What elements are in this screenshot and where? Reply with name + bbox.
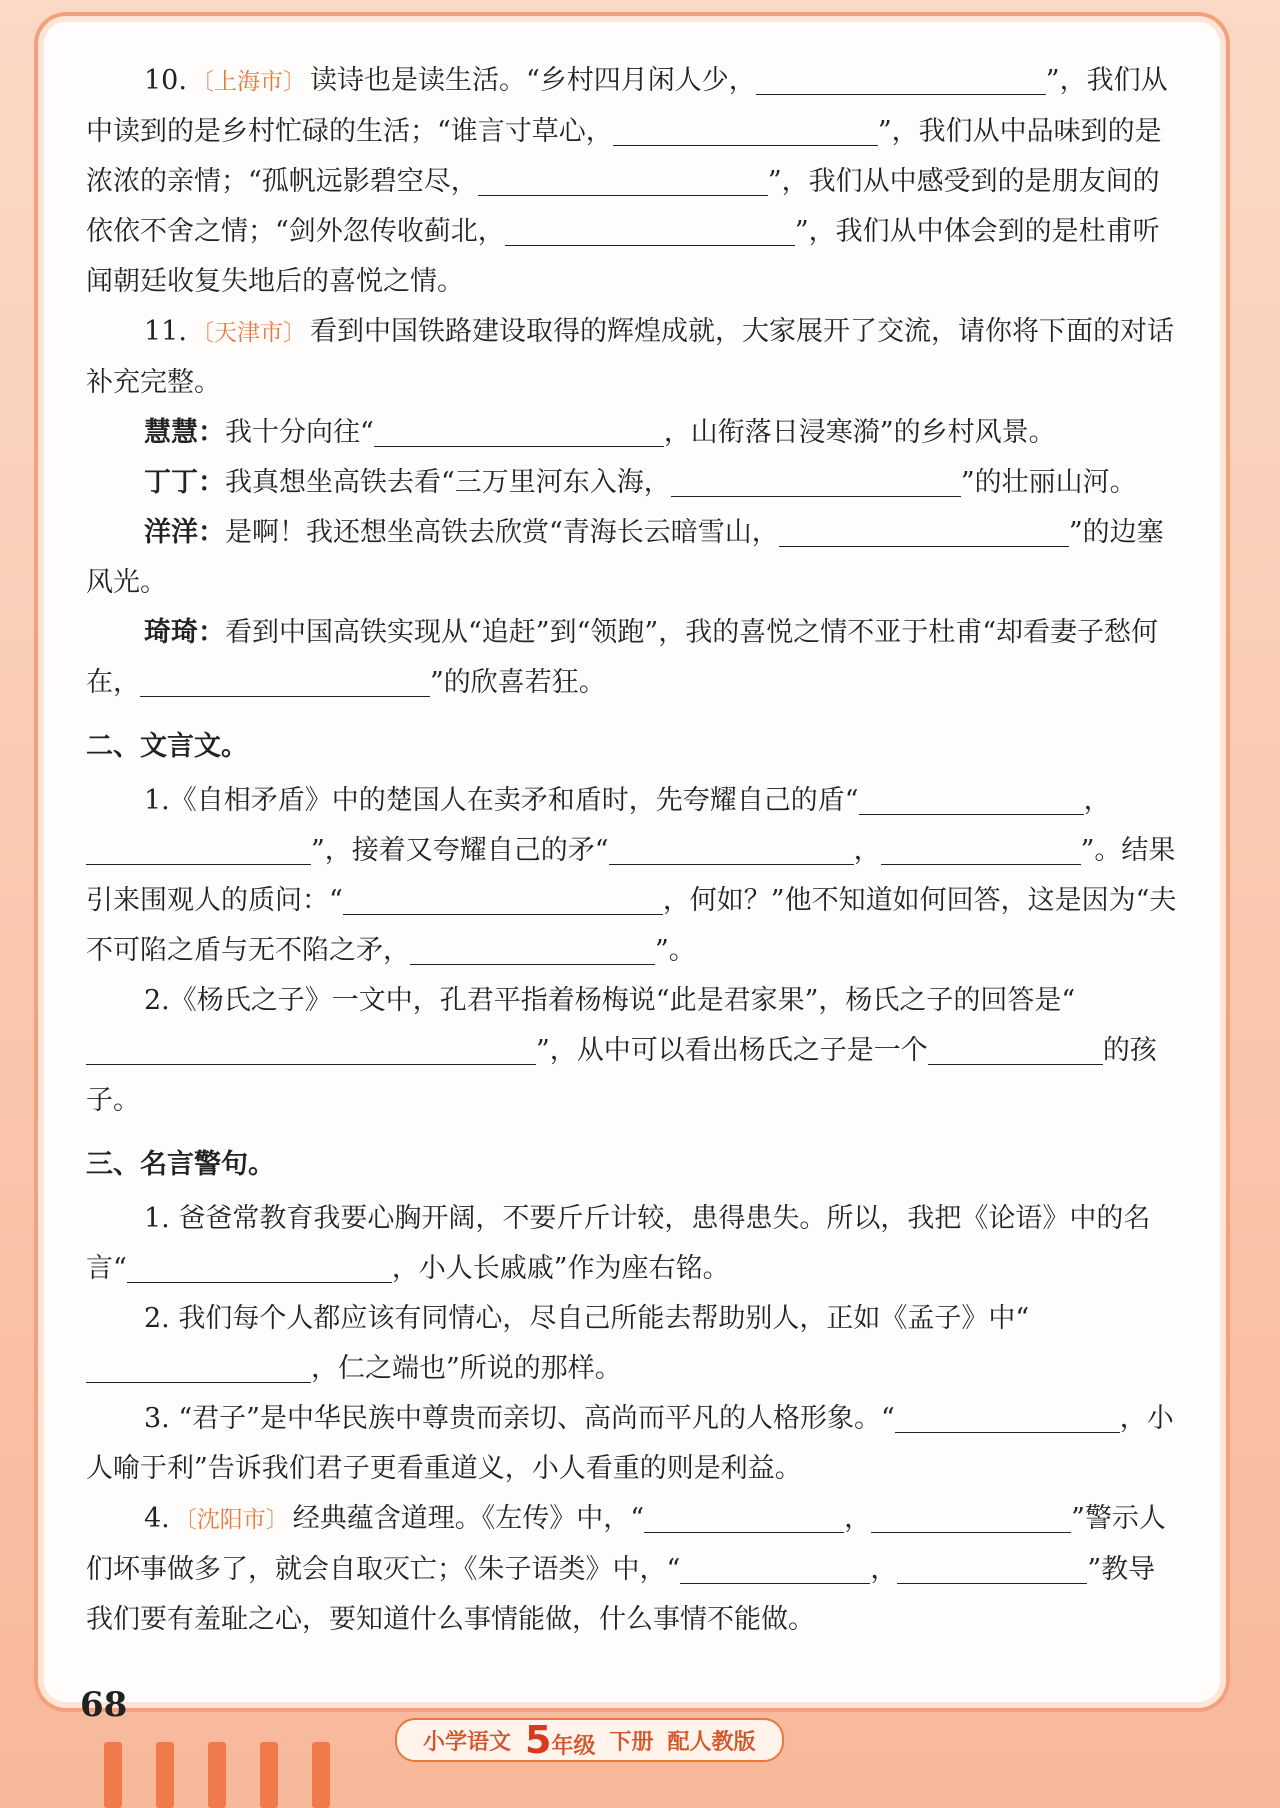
- question-text: 3. “君子”是中华民族中尊贵而亲切、高尚而平凡的人格形象。“: [144, 1403, 895, 1434]
- question-number: 4.: [144, 1503, 170, 1534]
- question-text: 看到中国铁路建设取得的辉煌成就，大家展开了交流，请你将下面的对话补充完整。: [86, 316, 1174, 398]
- question-text: ，小人长戚戚”作为座右铭。: [391, 1253, 730, 1284]
- question-text: 经典蕴含道理。《左传》中，“: [292, 1503, 645, 1534]
- question-text: 我十分向往“: [225, 417, 374, 448]
- question-text: ”的边塞风光。: [86, 517, 1164, 598]
- answer-blank[interactable]: [127, 1248, 392, 1283]
- question-text: ”的壮丽山河。: [960, 467, 1137, 498]
- speaker-name: 慧慧：: [144, 417, 225, 448]
- question-10: [86, 56, 1182, 307]
- region-tag: 〔沈阳市〕: [173, 1507, 289, 1533]
- footer-grade-suffix: 年级: [551, 1734, 596, 1759]
- book-label: [395, 1718, 784, 1762]
- dialogue-qiqi: [86, 608, 1182, 708]
- answer-blank[interactable]: [343, 880, 663, 915]
- section3-question-2: [86, 1294, 1182, 1394]
- region-tag: 〔天津市〕: [190, 320, 306, 346]
- answer-blank[interactable]: [410, 930, 655, 965]
- answer-blank[interactable]: [86, 1030, 536, 1065]
- section3-question-3: [86, 1394, 1182, 1494]
- question-number: 11.: [144, 316, 187, 347]
- section3-question-4: [86, 1494, 1182, 1645]
- answer-blank[interactable]: [756, 60, 1046, 95]
- question-text: ，山衔落日浸寒漪”的乡村风景。: [663, 417, 1056, 448]
- question-text: ”，从中可以看出杨氏之子是一个: [536, 1035, 928, 1066]
- section2-question-1: [86, 776, 1182, 976]
- question-text: 读诗也是读生活。“乡村四月闲人少，: [309, 65, 756, 96]
- decor-bar: [156, 1742, 174, 1808]
- answer-blank[interactable]: [671, 462, 961, 497]
- question-text: 1.《自相矛盾》中的楚国人在卖矛和盾时，先夸耀自己的盾“: [144, 785, 859, 816]
- question-text: ，小人喻于利”告诉我们君子更看重道义，小人看重的则是利益。: [86, 1403, 1174, 1484]
- decor-bar: [208, 1742, 226, 1808]
- speaker-name: 丁丁：: [144, 467, 225, 498]
- worksheet-content: [86, 56, 1182, 1645]
- answer-blank[interactable]: [478, 161, 768, 196]
- question-text: 的孩子。: [86, 1035, 1157, 1116]
- decor-bar: [260, 1742, 278, 1808]
- decor-bar: [104, 1742, 122, 1808]
- answer-blank[interactable]: [86, 830, 311, 865]
- answer-blank[interactable]: [897, 1549, 1087, 1584]
- decor-bar: [312, 1742, 330, 1808]
- dialogue-huihui: [86, 408, 1182, 458]
- dialogue-dingding: [86, 458, 1182, 508]
- question-text: ，仁之端也”所说的那样。: [311, 1353, 622, 1384]
- answer-blank[interactable]: [680, 1549, 870, 1584]
- section-title-2: 二、文言文。: [86, 731, 248, 762]
- question-text: ”，我们从中体会到的是杜甫听闻朝廷收复失地后的喜悦之情。: [86, 216, 1160, 297]
- question-text: ”，我们从中品味到的是浓浓的亲情；“孤帆远影碧空尽，: [86, 116, 1162, 197]
- page-number: 68: [80, 1685, 128, 1725]
- footer-volume: 下册: [609, 1729, 654, 1755]
- answer-blank[interactable]: [374, 412, 664, 447]
- question-text: ，: [844, 1503, 872, 1534]
- speaker-name: 洋洋：: [144, 517, 225, 548]
- question-text: 1. 爸爸常教育我要心胸开阔，不要斤斤计较，患得患失。所以，我把《论语》中的名言“: [86, 1203, 1151, 1284]
- answer-blank[interactable]: [871, 1498, 1071, 1533]
- question-11: [86, 307, 1182, 408]
- question-text: ”。: [655, 935, 696, 966]
- footer-grade-number: 5: [525, 1718, 552, 1762]
- region-tag: 〔上海市〕: [190, 69, 306, 95]
- answer-blank[interactable]: [609, 830, 854, 865]
- answer-blank[interactable]: [140, 662, 430, 697]
- section2-question-2: [86, 976, 1182, 1126]
- question-text: ”的欣喜若狂。: [430, 667, 606, 698]
- answer-blank[interactable]: [779, 512, 1069, 547]
- answer-blank[interactable]: [505, 211, 795, 246]
- section-title-3: 三、名言警句。: [86, 1149, 275, 1180]
- decorative-bars: [104, 1742, 330, 1808]
- question-number: 10.: [144, 65, 187, 96]
- answer-blank[interactable]: [895, 1398, 1120, 1433]
- answer-blank[interactable]: [881, 830, 1081, 865]
- question-text: 是啊！我还想坐高铁去欣赏“青海长云暗雪山，: [225, 517, 779, 548]
- answer-blank[interactable]: [86, 1348, 311, 1383]
- footer-subject: 小学语文: [423, 1729, 512, 1755]
- dialogue-yangyang: [86, 508, 1182, 608]
- question-text: ”，我们从中读到的是乡村忙碌的生活；“谁言寸草心，: [86, 65, 1168, 147]
- question-text: 看到中国高铁实现从“追赶”到“领跑”，我的喜悦之情不亚于杜甫“却看妻子愁何在，: [86, 617, 1159, 698]
- answer-blank[interactable]: [644, 1498, 844, 1533]
- question-text: ，: [870, 1554, 898, 1585]
- question-text: 我真想坐高铁去看“三万里河东入海，: [225, 467, 671, 498]
- footer-edition: 配人教版: [667, 1729, 756, 1755]
- answer-blank[interactable]: [928, 1030, 1103, 1065]
- question-text: 2.《杨氏之子》一文中，孔君平指着杨梅说“此是君家果”，杨氏之子的回答是“: [144, 985, 1076, 1016]
- speaker-name: 琦琦：: [144, 617, 225, 648]
- question-text: ”，接着又夸耀自己的矛“: [311, 835, 609, 866]
- question-text: ，: [1083, 785, 1111, 816]
- question-text: ”警示人们坏事做多了，就会自取灭亡；《朱子语类》中，“: [86, 1503, 1166, 1585]
- question-text: ，: [853, 835, 881, 866]
- question-text: ”教导我们要有羞耻之心，要知道什么事情能做，什么事情不能做。: [86, 1554, 1156, 1635]
- answer-blank[interactable]: [613, 111, 878, 146]
- question-text: 2. 我们每个人都应该有同情心，尽自己所能去帮助别人，正如《孟子》中“: [144, 1303, 1030, 1334]
- question-text: ，何如？”他不知道如何回答，这是因为“夫不可陷之盾与无不陷之矛，: [86, 885, 1177, 966]
- section3-question-1: [86, 1194, 1182, 1294]
- answer-blank[interactable]: [859, 780, 1084, 815]
- question-text: ”。结果引来围观人的质问：“: [86, 835, 1176, 916]
- question-text: ”，我们从中感受到的是朋友间的依依不舍之情；“剑外忽传收蓟北，: [86, 166, 1160, 247]
